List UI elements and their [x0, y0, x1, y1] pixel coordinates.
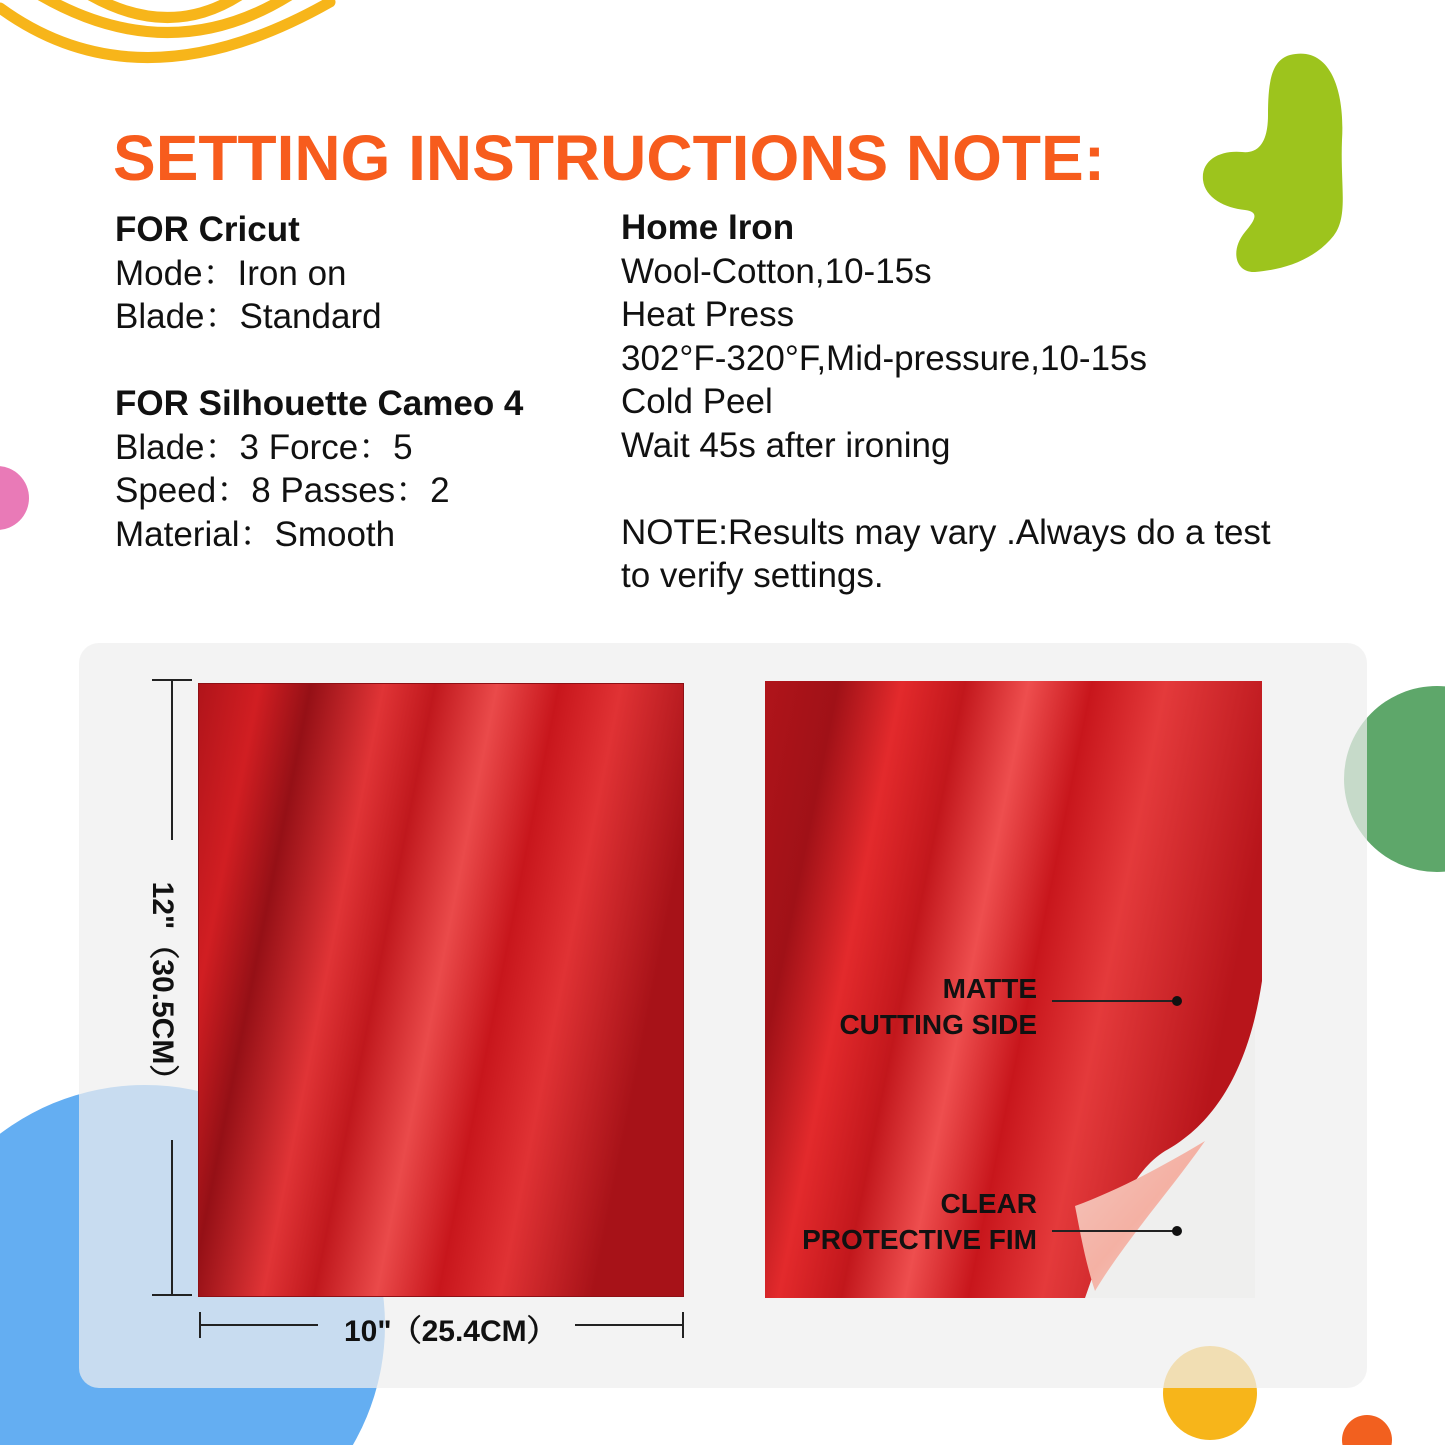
yellow-arcs-decoration [0, 0, 330, 58]
callout-line: PROTECTIVE FIM [802, 1224, 1037, 1255]
home-iron-heading: Home Iron [621, 208, 795, 247]
silhouette-material: Material：Smooth [115, 514, 396, 554]
cold-peel-label: Cold Peel [621, 382, 773, 421]
matte-cutting-side-callout [839, 971, 1037, 1043]
heat-press-settings: 302°F-320°F,Mid-pressure,10-15s [621, 338, 1148, 378]
callout-line: CUTTING SIDE [839, 1009, 1037, 1040]
silhouette-heading: FOR Silhouette Cameo 4 [115, 384, 524, 423]
callout-line: MATTE [942, 973, 1037, 1004]
cricut-blade: Blade：Standard [115, 297, 382, 336]
clear-protective-film-callout [802, 1186, 1037, 1258]
spacer [621, 467, 1271, 511]
orange-circle-decoration [1342, 1415, 1392, 1445]
callout-line: CLEAR [940, 1188, 1037, 1219]
pressing-settings-column [621, 206, 1271, 598]
page-title: SETTING INSTRUCTIONS NOTE: [113, 122, 1105, 194]
height-dimension-label: 12"（30.5CM） [146, 881, 179, 1095]
cutting-settings-column [115, 208, 523, 556]
heat-press-label: Heat Press [621, 295, 795, 334]
silhouette-speed-passes: Speed：8 Passes：2 [115, 471, 450, 510]
pink-circle-decoration [0, 466, 29, 530]
vinyl-sheet-front [198, 683, 684, 1297]
spacer [115, 339, 523, 383]
note-line-2: to verify settings. [621, 556, 884, 595]
home-iron-line: Wool-Cotton,10-15s [621, 251, 932, 291]
wait-instruction: Wait 45s after ironing [621, 425, 951, 465]
note-line-1: NOTE:Results may vary .Always do a test [621, 512, 1271, 552]
silhouette-blade-force: Blade：3 Force：5 [115, 427, 413, 467]
width-dimension-label: 10"（25.4CM） [344, 1315, 557, 1348]
cricut-heading: FOR Cricut [115, 210, 300, 249]
cricut-mode: Mode：Iron on [115, 253, 347, 293]
